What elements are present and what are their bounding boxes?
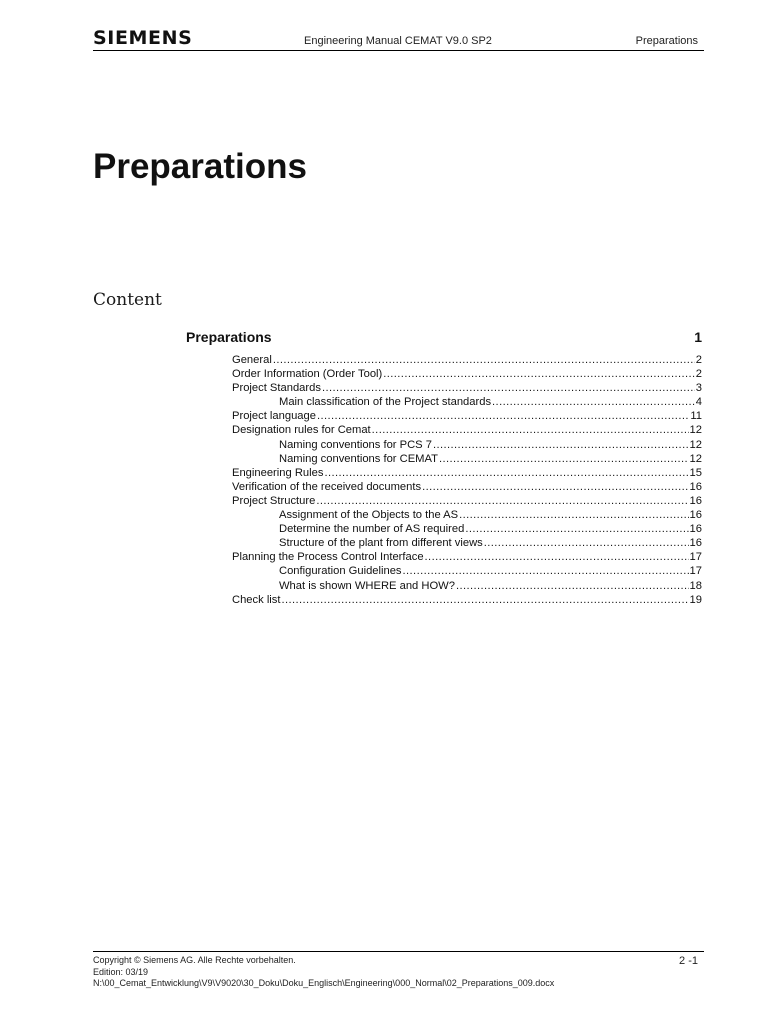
- toc-entry-page: 16: [689, 537, 702, 550]
- toc-entry[interactable]: [186, 494, 704, 508]
- copyright-text: Copyright © Siemens AG. Alle Rechte vorbehalten.: [93, 955, 296, 965]
- toc-entry[interactable]: [186, 423, 704, 437]
- toc-entry[interactable]: [186, 522, 704, 536]
- toc-entry-page: 17: [689, 551, 702, 564]
- toc-entry-label: Planning the Process Control Interface: [232, 551, 424, 564]
- toc-dot-leader: [492, 395, 695, 409]
- toc-dot-leader: [459, 508, 688, 522]
- toc-entry-page: 16: [689, 509, 702, 522]
- toc-entry-page: 16: [689, 523, 702, 536]
- toc-entry[interactable]: [186, 579, 704, 593]
- toc-dot-leader: [282, 593, 689, 607]
- toc-dot-leader: [322, 381, 695, 395]
- edition-text: Edition: 03/19: [93, 966, 149, 977]
- toc-entry-page: 3: [695, 382, 702, 395]
- page-header: [93, 28, 704, 51]
- toc-dot-leader: [403, 564, 689, 578]
- toc-entry-label: Project Standards: [232, 382, 321, 395]
- toc-entry-page: 11: [690, 410, 702, 423]
- toc-entry-label: Assignment of the Objects to the AS: [279, 509, 459, 522]
- toc-entry-page: 2: [695, 368, 702, 381]
- toc-entry[interactable]: [186, 564, 704, 578]
- toc-chapter-page: 1: [694, 329, 702, 345]
- toc-entry[interactable]: [186, 409, 704, 423]
- toc-entry-label: Project language: [232, 410, 316, 423]
- toc-entry[interactable]: [186, 353, 704, 367]
- toc-entry-label: Determine the number of AS required: [279, 523, 465, 536]
- toc-dot-leader: [372, 423, 689, 437]
- toc-entry-page: 16: [689, 494, 702, 507]
- toc-entry-page: 19: [689, 593, 702, 606]
- toc-entry[interactable]: [186, 593, 704, 607]
- toc-entry-page: 15: [689, 466, 702, 479]
- content-heading: Content: [93, 290, 162, 310]
- toc-entry[interactable]: [186, 395, 704, 409]
- toc-entry-label: Designation rules for Cemat: [232, 424, 371, 437]
- document-title: Engineering Manual CEMAT V9.0 SP2: [304, 35, 492, 47]
- toc-dot-leader: [383, 367, 695, 381]
- siemens-logo: SIEMENS: [93, 27, 193, 49]
- toc-entry-label: Structure of the plant from different views: [279, 537, 483, 550]
- toc-dot-leader: [484, 536, 689, 550]
- toc-dot-leader: [273, 353, 695, 367]
- toc-chapter-label: Preparations: [186, 329, 272, 345]
- toc-entry-page: 4: [695, 396, 702, 409]
- toc-dot-leader: [465, 522, 688, 536]
- toc-dot-leader: [317, 409, 689, 423]
- toc-dot-leader: [422, 480, 688, 494]
- toc-dot-leader: [439, 452, 689, 466]
- toc-entry[interactable]: [186, 438, 704, 452]
- page-footer: [93, 951, 704, 990]
- toc-entry-label: General: [232, 354, 272, 366]
- toc-entry[interactable]: [186, 466, 704, 480]
- toc-entry-label: Check list: [232, 593, 281, 606]
- toc-entry-page: 2: [695, 354, 702, 366]
- toc-entry-label: Engineering Rules: [232, 466, 324, 479]
- toc-entry-page: 12: [689, 438, 702, 451]
- toc-entry-label: Naming conventions for CEMAT: [279, 452, 438, 465]
- toc-entry[interactable]: [186, 508, 704, 522]
- toc-entry-page: 16: [689, 480, 702, 493]
- toc-entry-page: 12: [689, 452, 702, 465]
- toc-entry[interactable]: [186, 381, 704, 395]
- page-title: Preparations: [93, 147, 307, 186]
- table-of-contents: [186, 327, 704, 607]
- toc-entry-list: [186, 353, 704, 607]
- toc-entry[interactable]: [186, 550, 704, 564]
- toc-dot-leader: [316, 494, 688, 508]
- toc-entry[interactable]: [186, 480, 704, 494]
- toc-dot-leader: [456, 579, 689, 593]
- toc-entry-page: 17: [689, 565, 702, 578]
- toc-entry[interactable]: [186, 452, 704, 466]
- toc-entry[interactable]: [186, 367, 704, 381]
- toc-entry[interactable]: [186, 536, 704, 550]
- toc-chapter[interactable]: [186, 327, 704, 347]
- section-name: Preparations: [635, 35, 698, 47]
- toc-entry-label: What is shown WHERE and HOW?: [279, 579, 455, 592]
- toc-entry-label: Naming conventions for PCS 7: [279, 438, 432, 451]
- toc-dot-leader: [433, 438, 689, 452]
- toc-entry-page: 18: [689, 579, 702, 592]
- toc-entry-label: Project Structure: [232, 494, 316, 507]
- toc-dot-leader: [425, 550, 689, 564]
- toc-entry-page: 12: [689, 424, 702, 437]
- file-path-text: N:\00_Cemat_Entwicklung\V9\V9020\30_Doku\Doku_Englisch\Engineering\000_Normal\02_Preparations_009.docx: [93, 978, 555, 988]
- toc-entry-label: Main classification of the Project standards: [279, 396, 492, 409]
- toc-dot-leader: [324, 466, 688, 480]
- toc-entry-label: Verification of the received documents: [232, 480, 422, 493]
- toc-entry-label: Order Information (Order Tool): [232, 368, 383, 381]
- toc-entry-label: Configuration Guidelines: [279, 565, 402, 578]
- page-number: 2 -1: [679, 955, 698, 967]
